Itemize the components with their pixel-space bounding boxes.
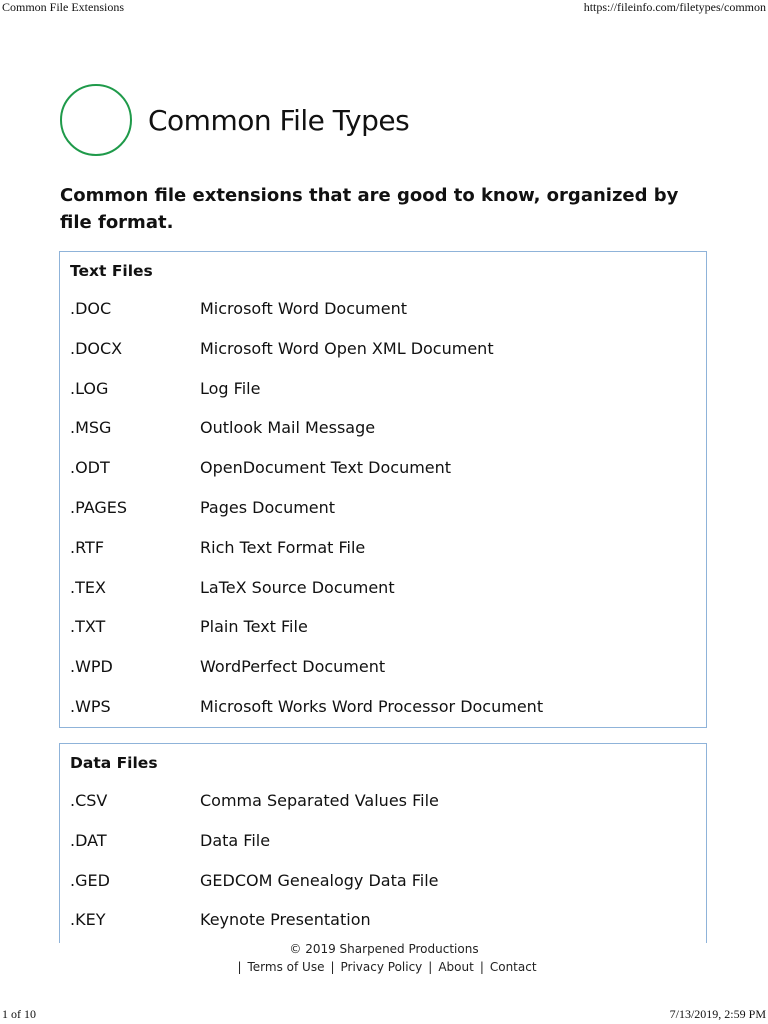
table-row [70,498,696,538]
contact-link[interactable]: Contact [489,960,537,974]
table-row [70,299,696,339]
footer-links [0,958,768,976]
extension-description: WordPerfect Document [200,657,386,677]
footer-separator: | [428,960,433,974]
text-files-rows [70,299,696,737]
extension-link[interactable]: .MSG [70,418,112,438]
table-row [70,871,696,911]
extension-description: Data File [200,830,271,850]
section-heading: Data Files [70,754,158,772]
extension-link[interactable]: .RTF [70,537,105,557]
intro-text: Common file extensions that are good to know, organized by file format. [60,185,679,233]
extension-description: Rich Text Format File [200,537,366,557]
extension-description: Microsoft Word Open XML Document [200,338,494,358]
table-row [70,791,696,831]
extension-description: Microsoft Word Document [200,299,407,318]
extension-link[interactable]: .DOCX [70,338,123,358]
extension-description: OpenDocument Text Document [200,458,452,478]
table-row [70,578,696,618]
extension-link[interactable]: .WPD [70,657,113,677]
extension-link[interactable]: .TXT [70,617,106,637]
table-row [70,339,696,379]
print-header-title: Common File Extensions [2,0,125,14]
table-row [70,910,696,943]
logo-circle-icon[interactable] [60,84,132,156]
extension-link[interactable]: .TEX [70,577,106,597]
extension-link[interactable]: .WPS [70,696,111,716]
extension-link[interactable]: .GED [70,870,110,890]
copyright-text: © 2019 Sharpened Productions [289,942,479,956]
extension-link[interactable]: .DAT [70,830,107,850]
print-header-url[interactable]: https://fileinfo.com/filetypes/common [583,0,766,14]
logo-row [60,80,409,160]
table-row [70,379,696,419]
about-link[interactable]: About [438,960,474,974]
table-row [70,697,696,737]
extension-description: LaTeX Source Document [200,577,395,597]
page-title: Common File Types [148,103,410,137]
table-row [70,538,696,578]
table-row [70,617,696,657]
extension-description: Comma Separated Values File [200,791,439,810]
privacy-policy-link[interactable]: Privacy Policy [340,960,423,974]
data-files-table [59,743,707,943]
footer-separator: | [237,960,242,974]
extension-description: Log File [200,378,261,398]
table-row [70,418,696,458]
extension-description: Outlook Mail Message [200,418,376,438]
extension-link[interactable]: .DOC [70,299,112,318]
table-row [70,657,696,697]
extension-link[interactable]: .PAGES [70,497,128,517]
print-header [0,0,768,18]
site-footer [0,940,768,976]
footer-separator: | [479,960,484,974]
extension-link[interactable]: .KEY [70,910,106,930]
extension-link[interactable]: .LOG [70,378,109,398]
table-row [70,458,696,498]
print-footer [0,1006,768,1024]
page-number: 1 of 10 [2,1007,36,1021]
section-heading: Text Files [70,262,153,280]
extension-description: Plain Text File [200,617,308,637]
print-date: 7/13/2019, 2:59 PM [669,1007,766,1021]
footer-separator: | [330,960,335,974]
text-files-table [59,251,707,728]
table-row [70,831,696,871]
extension-description: Keynote Presentation [200,910,371,930]
extension-description: GEDCOM Genealogy Data File [200,870,439,890]
terms-of-use-link[interactable]: Terms of Use [247,960,325,974]
extension-link[interactable]: .ODT [70,458,110,478]
extension-description: Pages Document [200,497,336,517]
extension-description: Microsoft Works Word Processor Document [200,696,544,716]
extension-link[interactable]: .CSV [70,791,108,810]
data-files-rows [70,791,696,943]
